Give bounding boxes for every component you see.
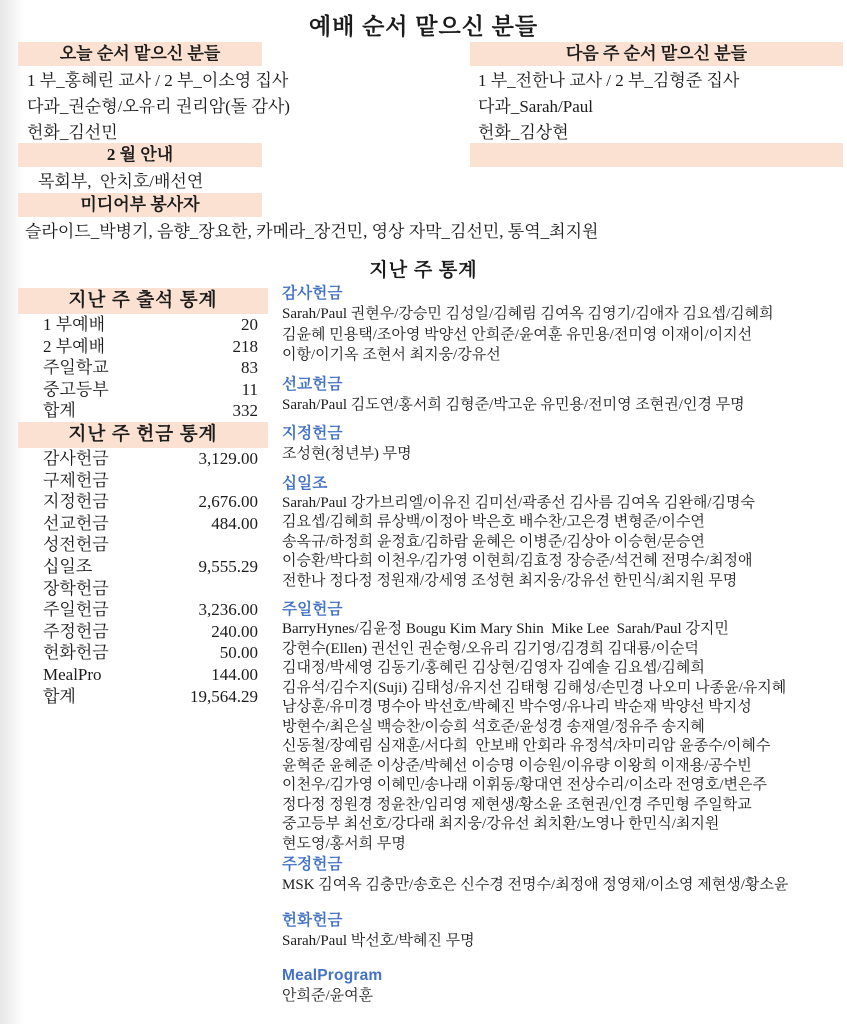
attendance-row-label: 합계: [43, 401, 76, 420]
media-volunteers-header: 미디어부 봉사자: [18, 193, 262, 217]
giving-section-mission: [282, 374, 844, 416]
attendance-row-value: 83: [241, 358, 258, 377]
assignment-line: 헌화_김선민: [27, 123, 118, 142]
giving-section-weekday: [282, 854, 844, 896]
giving-section-title: 선교헌금: [282, 375, 343, 393]
offering-row-label: 주일헌금: [43, 600, 109, 620]
offering-row: [18, 513, 268, 535]
offering-row: [18, 448, 268, 470]
giving-line: 김대정/박세영 김동기/홍혜린 김상현/김영자 김예솔 김요셉/김혜희: [282, 660, 705, 676]
attendance-rows: [18, 314, 268, 422]
empty-header-box: [470, 143, 843, 167]
offering-row-label: 감사헌금: [43, 449, 109, 468]
giving-line: 안희준/윤여훈: [282, 988, 374, 1004]
giving-section-title: 지정헌금: [282, 425, 343, 442]
attendance-row-label: 1 부예배: [43, 315, 106, 334]
offering-row-value: 2,676.00: [198, 492, 258, 512]
offering-row-value: 240.00: [211, 621, 258, 641]
giving-line: 윤혁준 윤혜준 이상준/박혜선 이승명 이승원/이유량 이왕희 이재용/공수빈: [282, 757, 752, 774]
giving-section-title: 십일조: [282, 474, 328, 492]
attendance-row: [18, 357, 268, 379]
giving-line: 김윤혜 민용택/조아영 박양선 안희준/윤여훈 유민용/전미영 이재이/이지선: [282, 326, 753, 343]
attendance-row-label: 중고등부: [43, 379, 109, 399]
giving-line: 방현수/최은실 백승찬/이승희 석호준/윤성경 송재열/정유주 송지혜: [282, 718, 705, 735]
giving-line: 중고등부 최선호/강다래 최지웅/강유선 최치환/노영나 한민식/최지원: [282, 816, 720, 832]
attendance-row-value: 332: [232, 401, 258, 420]
giving-line: MSK 김여옥 김충만/송호은 신수경 전명수/최정애 정영채/이소영 제현생/황소윤: [282, 877, 789, 893]
giving-line: Sarah/Paul 박선호/박혜진 무명: [282, 932, 475, 949]
offering-row-label: 지정헌금: [43, 492, 109, 512]
giving-section-lines: [282, 444, 844, 465]
offering-row-label: 구제헌금: [43, 470, 109, 490]
assignment-line: 다과_권순형/오유리 권리암(돌 감사): [27, 97, 290, 116]
offering-table: [18, 422, 268, 707]
offering-row: [18, 534, 268, 556]
giving-section-lines: [282, 395, 844, 416]
giving-section-meal: [282, 965, 844, 1007]
february-notice-header: 2 월 안내: [18, 143, 262, 167]
giving-line: 남상훈/유미경 명수아 박선호/박혜진 박수영/유나리 박순재 박양선 박지성: [282, 699, 752, 715]
giving-line: 이천우/김가영 이혜민/송나래 이휘동/황대연 전상수리/이소라 전영호/변은주: [282, 777, 768, 793]
offering-row-value: 19,564.29: [190, 686, 258, 706]
attendance-row-label: 2 부예배: [43, 336, 106, 356]
assignment-line: 다과_Sarah/Paul: [478, 97, 593, 116]
assignment-line: 1 부_전한나 교사 / 2 부_김형준 집사: [478, 71, 740, 90]
offering-row: [18, 686, 268, 708]
offering-row-label: 선교헌금: [43, 513, 109, 533]
offering-row-label: 헌화헌금: [43, 643, 109, 663]
giving-line: 김유석/김수지(Suji) 김태성/유지선 김태형 김해성/손민경 나오미 나종윤/유지혜: [282, 679, 787, 696]
offering-row-label: 장학헌금: [43, 578, 109, 598]
february-notice-line: [38, 169, 203, 195]
giving-line: 신동철/장예림 심재훈/서다희 안보배 안회라 유정석/차미리암 윤종수/이혜수: [282, 738, 771, 754]
offering-row-value: 3,129.00: [198, 449, 258, 468]
giving-line: 현도영/홍서희 무명: [282, 835, 406, 852]
next-week-assignments-header: 다음 주 순서 맡으신 분들: [470, 42, 843, 66]
page-title: 예배 순서 맡으신 분들: [308, 14, 539, 39]
offering-row: [18, 642, 268, 664]
giving-line: 이항/이기옥 조현서 최지웅/강유선: [282, 347, 501, 363]
attendance-row: [18, 314, 268, 336]
giving-line: Sarah/Paul 강가브리엘/이유진 김미선/곽종선 김사름 김여옥 김완해/김명숙: [282, 494, 755, 511]
offering-row-label: 주정헌금: [43, 621, 109, 641]
giving-section-tithe: [282, 473, 844, 592]
giving-line: 강현수(Ellen) 권선인 권순형/오유리 김기영/김경희 김대룡/이순덕: [282, 640, 699, 657]
giving-section-lines: [282, 986, 844, 1007]
attendance-row-value: 218: [232, 336, 258, 356]
giving-section-title: 주정헌금: [282, 856, 343, 873]
attendance-row: [18, 336, 268, 358]
offering-row-value: 9,555.29: [198, 556, 258, 576]
giving-line: 김요셉/김혜희 류상백/이정아 박은호 배수찬/고은경 변형준/이수연: [282, 514, 705, 530]
offering-row: [18, 556, 268, 578]
offering-row-value: 3,236.00: [198, 600, 258, 620]
giving-section-title: 주일헌금: [282, 601, 343, 618]
assignment-line: 목회부, 안치호/배선연: [38, 172, 204, 191]
assignment-line: 헌화_김상현: [478, 123, 569, 142]
offering-row-label: 합계: [43, 686, 76, 706]
giving-section-lines: [282, 931, 844, 952]
media-volunteers-line: [25, 219, 835, 245]
attendance-table-header: 지난 주 출석 통계: [18, 288, 268, 314]
offering-rows: [18, 448, 268, 707]
attendance-table: [18, 288, 268, 422]
giving-section-lines: [282, 620, 844, 854]
giving-line: 조성현(청년부) 무명: [282, 446, 412, 462]
giving-line: BarryHynes/김윤정 Bougu Kim Mary Shin Mike Lee Sarah/Paul 강지민: [282, 621, 729, 637]
giving-line: 전한나 정다정 정원재/강세영 조성현 최지웅/강유선 한민식/최지원 무명: [282, 572, 738, 589]
attendance-row-value: 11: [241, 379, 258, 399]
giving-section-title: 감사헌금: [282, 285, 343, 302]
giving-section-thanksgiving: [282, 283, 844, 366]
giving-line: 이승환/박다희 이천우/김가영 이현희/김효정 장승준/석건혜 전명수/최정애: [282, 553, 753, 569]
giving-line: 송옥규/하정희 윤정효/김하람 윤혜은 이병준/김상아 이승현/문승연: [282, 533, 705, 550]
offering-row: [18, 578, 268, 600]
giving-line: Sarah/Paul 김도연/홍서희 김형준/박고운 유민용/전미영 조현권/인경 무명: [282, 396, 745, 413]
giving-section-title: MealProgram: [282, 967, 383, 984]
attendance-row: [18, 400, 268, 422]
assignment-line: 슬라이드_박병기, 음향_장요한, 카메라_장건민, 영상 자막_김선민, 통역_최지원: [25, 222, 599, 241]
offering-row-label: 성전헌금: [43, 535, 109, 555]
offering-row-value: 50.00: [219, 643, 258, 663]
giving-section-lines: [282, 875, 844, 896]
giving-section-lines: [282, 304, 844, 366]
offering-row-label: MealPro: [43, 664, 102, 684]
giving-line: 정다정 정원경 정윤찬/임리영 제현생/황소윤 조현권/인경 주민형 주일학교: [282, 796, 752, 813]
giving-section-flower: [282, 910, 844, 952]
giving-section-sunday: [282, 599, 844, 854]
offering-row: [18, 491, 268, 513]
giving-section-title: 헌화헌금: [282, 911, 343, 929]
stats-section-title: 지난 주 통계: [369, 260, 478, 281]
next-week-assignments-lines: [478, 68, 739, 146]
giving-section-designated: [282, 423, 844, 465]
offering-row-value: 484.00: [211, 513, 258, 533]
offering-row-value: 144.00: [211, 664, 258, 684]
giving-section-lines: [282, 494, 844, 592]
givers-column: [282, 283, 844, 1007]
attendance-row-label: 주일학교: [43, 358, 109, 377]
today-assignments-lines: [27, 68, 290, 146]
offering-row: [18, 621, 268, 643]
offering-table-header: 지난 주 헌금 통계: [18, 422, 268, 448]
giving-line: Sarah/Paul 권현우/강승민 김성일/김혜림 김여옥 김영기/김애자 김요셉/김혜희: [282, 306, 774, 322]
offering-row-label: 십일조: [43, 556, 93, 576]
offering-row: [18, 470, 268, 492]
assignment-line: 1 부_홍혜린 교사 / 2 부_이소영 집사: [27, 71, 289, 90]
offering-row: [18, 599, 268, 621]
attendance-row-value: 20: [241, 315, 258, 334]
today-assignments-header: 오늘 순서 맡으신 분들: [18, 42, 262, 66]
offering-row: [18, 664, 268, 686]
attendance-row: [18, 379, 268, 401]
